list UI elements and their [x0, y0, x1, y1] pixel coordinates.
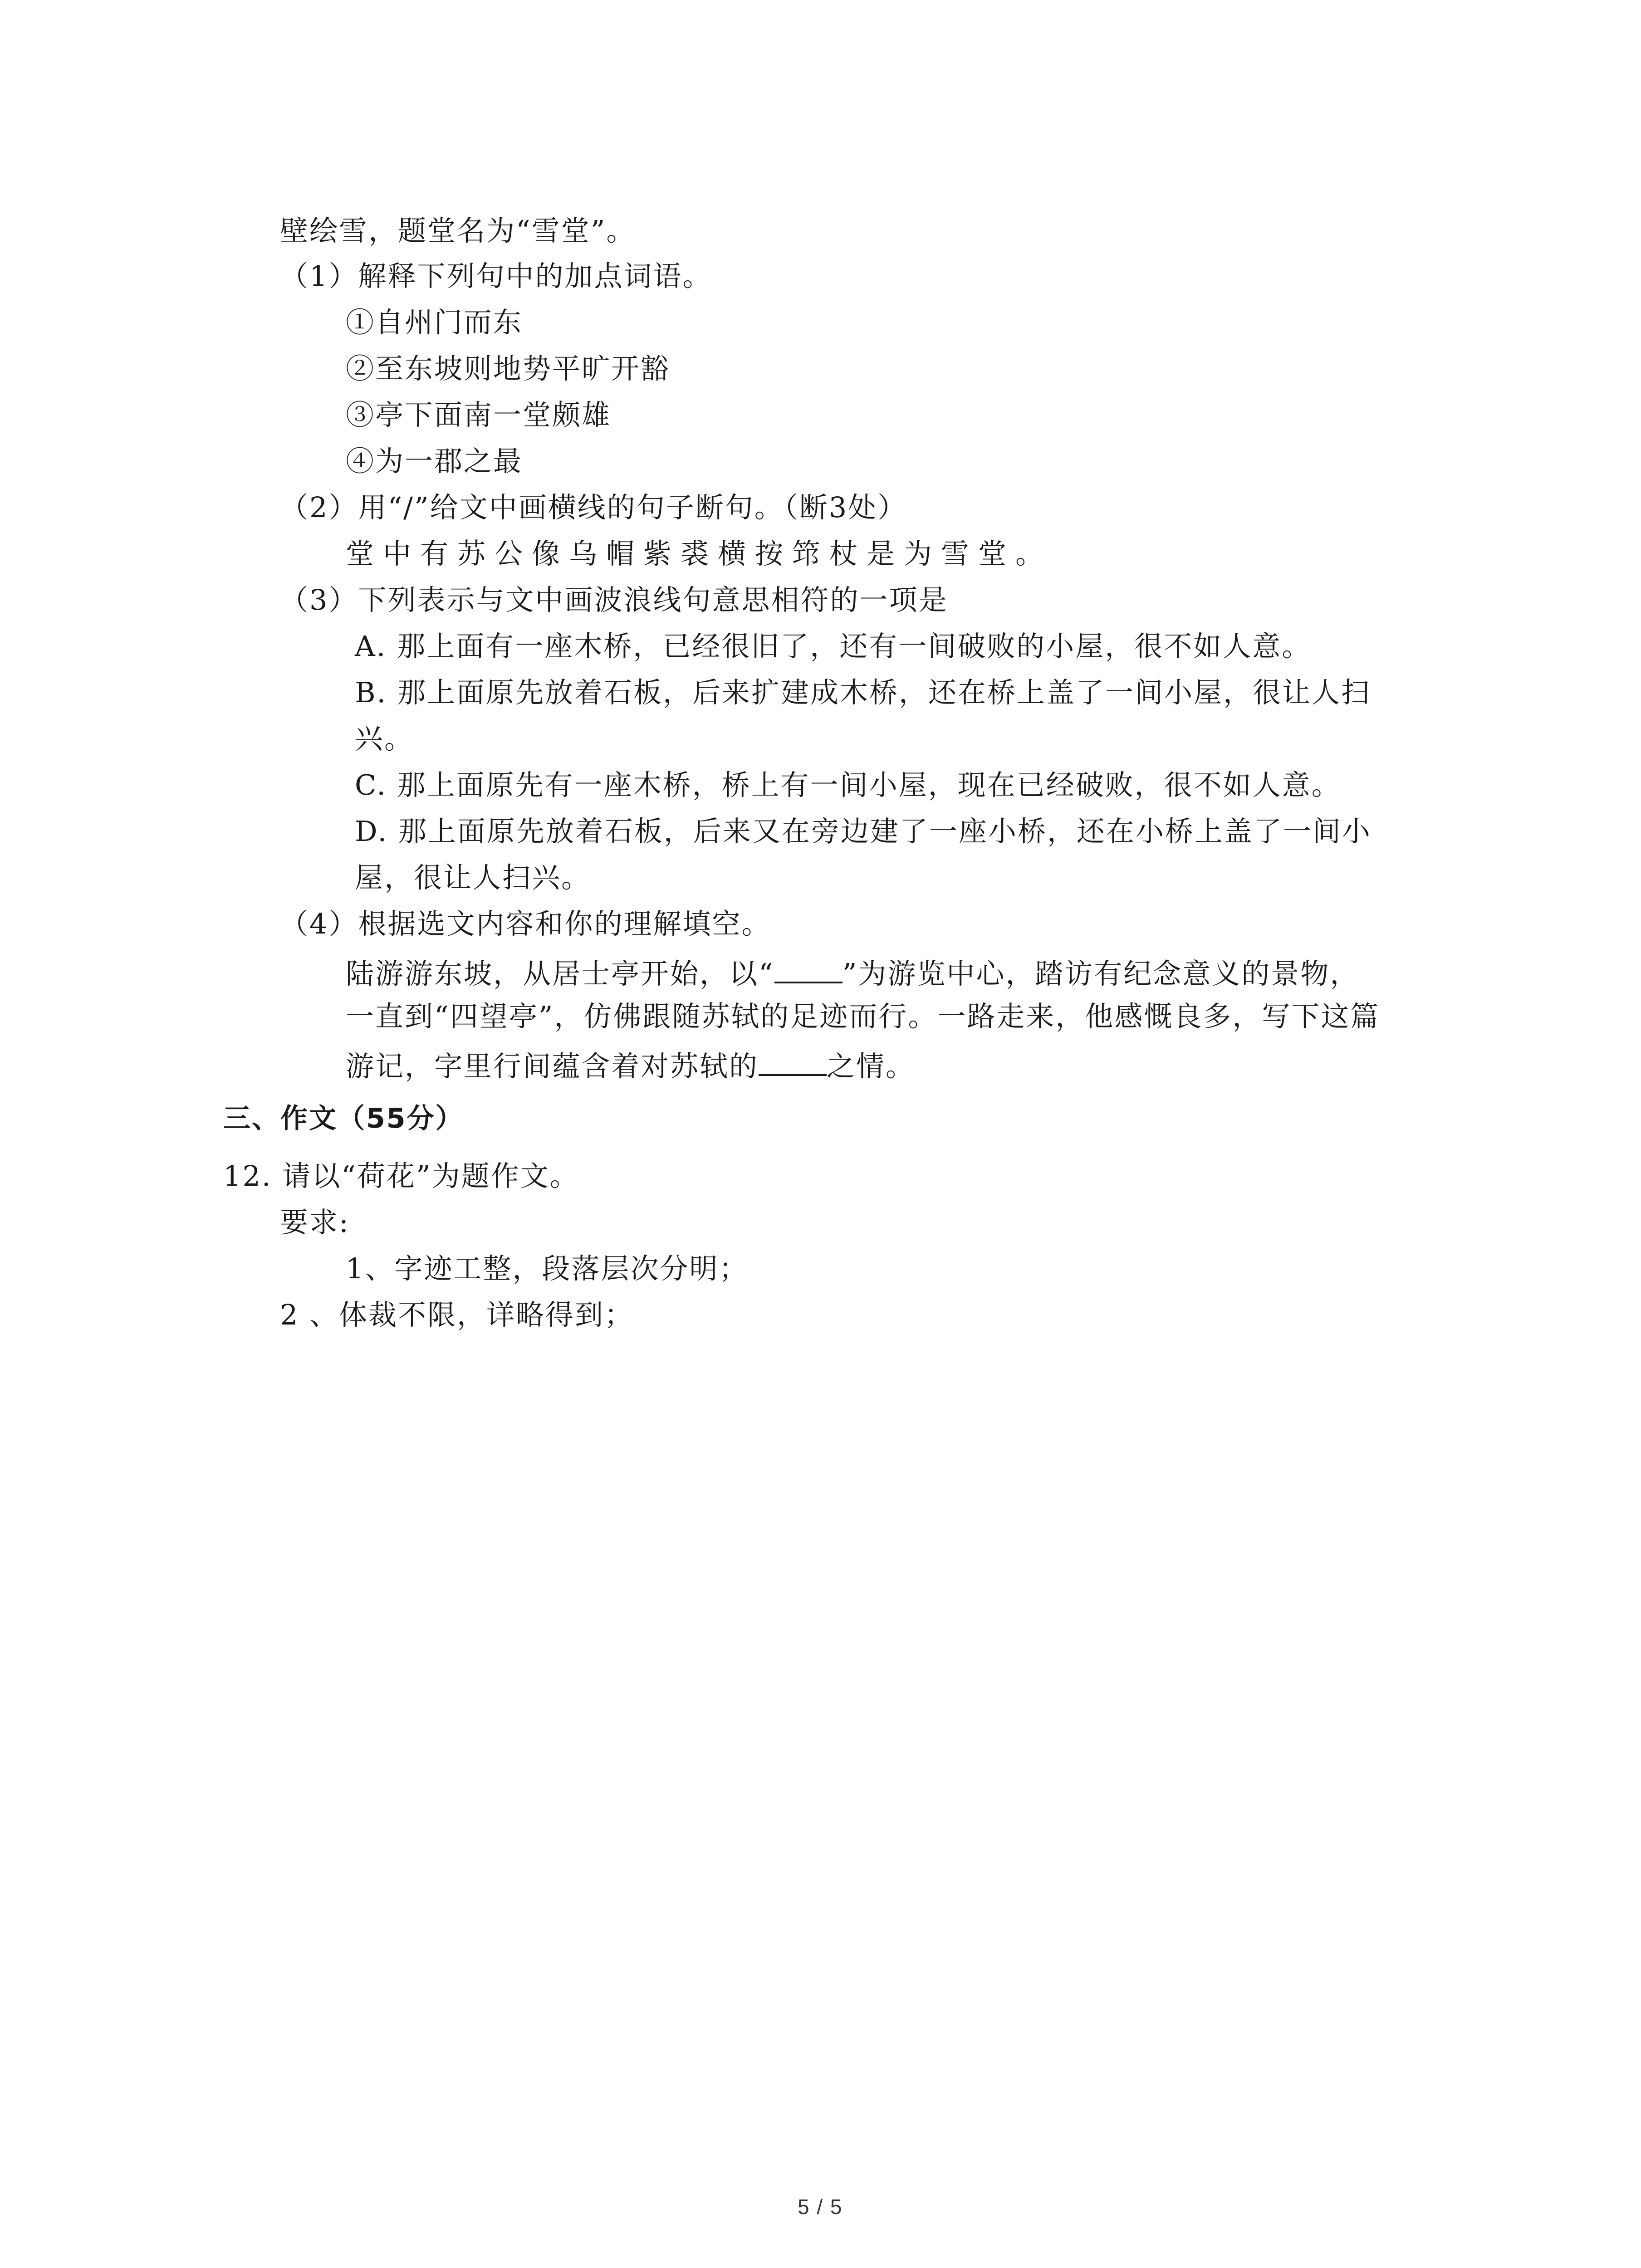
q3-option-a: A. 那上面有一座木桥，已经很旧了，还有一间破败的小屋，很不如人意。	[355, 630, 1312, 663]
requirements-label: 要求:	[280, 1206, 350, 1239]
q4-line1-end: ”为游览中心，踏访有纪念意义的景物，	[842, 957, 1360, 990]
q3-option-b: B. 那上面原先放着石板，后来扩建成木桥，还在桥上盖了一间小屋，很让人扫	[355, 676, 1371, 709]
question-2-prompt: （2）用“/”给文中画横线的句子断句。（断3处）	[280, 491, 907, 524]
q1-item-4: ④为一郡之最	[346, 445, 523, 478]
q3-option-c: C. 那上面原先有一座木桥，桥上有一间小屋，现在已经破败，很不如人意。	[355, 768, 1341, 802]
q4-fill-line-2: 一直到“四望亭”，仿佛跟随苏轼的足迹而行。一路走来，他感慨良多，写下这篇	[346, 1000, 1380, 1033]
q3-option-b-cont: 兴。	[355, 722, 414, 755]
q4-fill-line-3	[346, 1049, 916, 1083]
q3-option-d-cont: 屋，很让人扫兴。	[355, 861, 591, 894]
fill-blank-2[interactable]	[759, 1049, 827, 1076]
section-3-heading: 三、作文（55分）	[223, 1103, 464, 1134]
q4-fill-line-1	[346, 956, 1359, 988]
question-12: 12. 请以“荷花”为题作文。	[223, 1159, 579, 1193]
question-1-prompt: （1）解释下列句中的加点词语。	[280, 259, 712, 293]
question-4-prompt: （4）根据选文内容和你的理解填空。	[280, 907, 771, 940]
fill-blank-1[interactable]	[774, 956, 843, 983]
q4-line3-start: 游记，字里行间蕴含着对苏轼的	[346, 1050, 759, 1083]
requirement-2: 2 、体裁不限，详略得到；	[280, 1298, 634, 1331]
q3-option-d: D. 那上面原先放着石板，后来又在旁边建了一座小桥，还在小桥上盖了一间小	[355, 815, 1372, 848]
passage-ending: 壁绘雪，题堂名为“雪堂”。	[280, 214, 636, 247]
q4-line3-end: 之情。	[827, 1050, 916, 1083]
q4-line1-start: 陆游游东坡，从居士亭开始，以“	[346, 957, 774, 990]
requirement-1: 1、字迹工整，段落层次分明；	[346, 1252, 749, 1285]
q1-item-2: ②至东坡则地势平旷开豁	[346, 352, 671, 385]
q1-item-3: ③亭下面南一堂颇雄	[346, 398, 612, 431]
page-number: 5 / 5	[798, 2195, 843, 2219]
q2-sentence: 堂中有苏公像乌帽紫裘横按筇杖是为雪堂。	[346, 537, 1053, 570]
q1-item-1: ①自州门而东	[346, 306, 523, 339]
question-3-prompt: （3）下列表示与文中画波浪线句意思相符的一项是	[280, 583, 948, 616]
